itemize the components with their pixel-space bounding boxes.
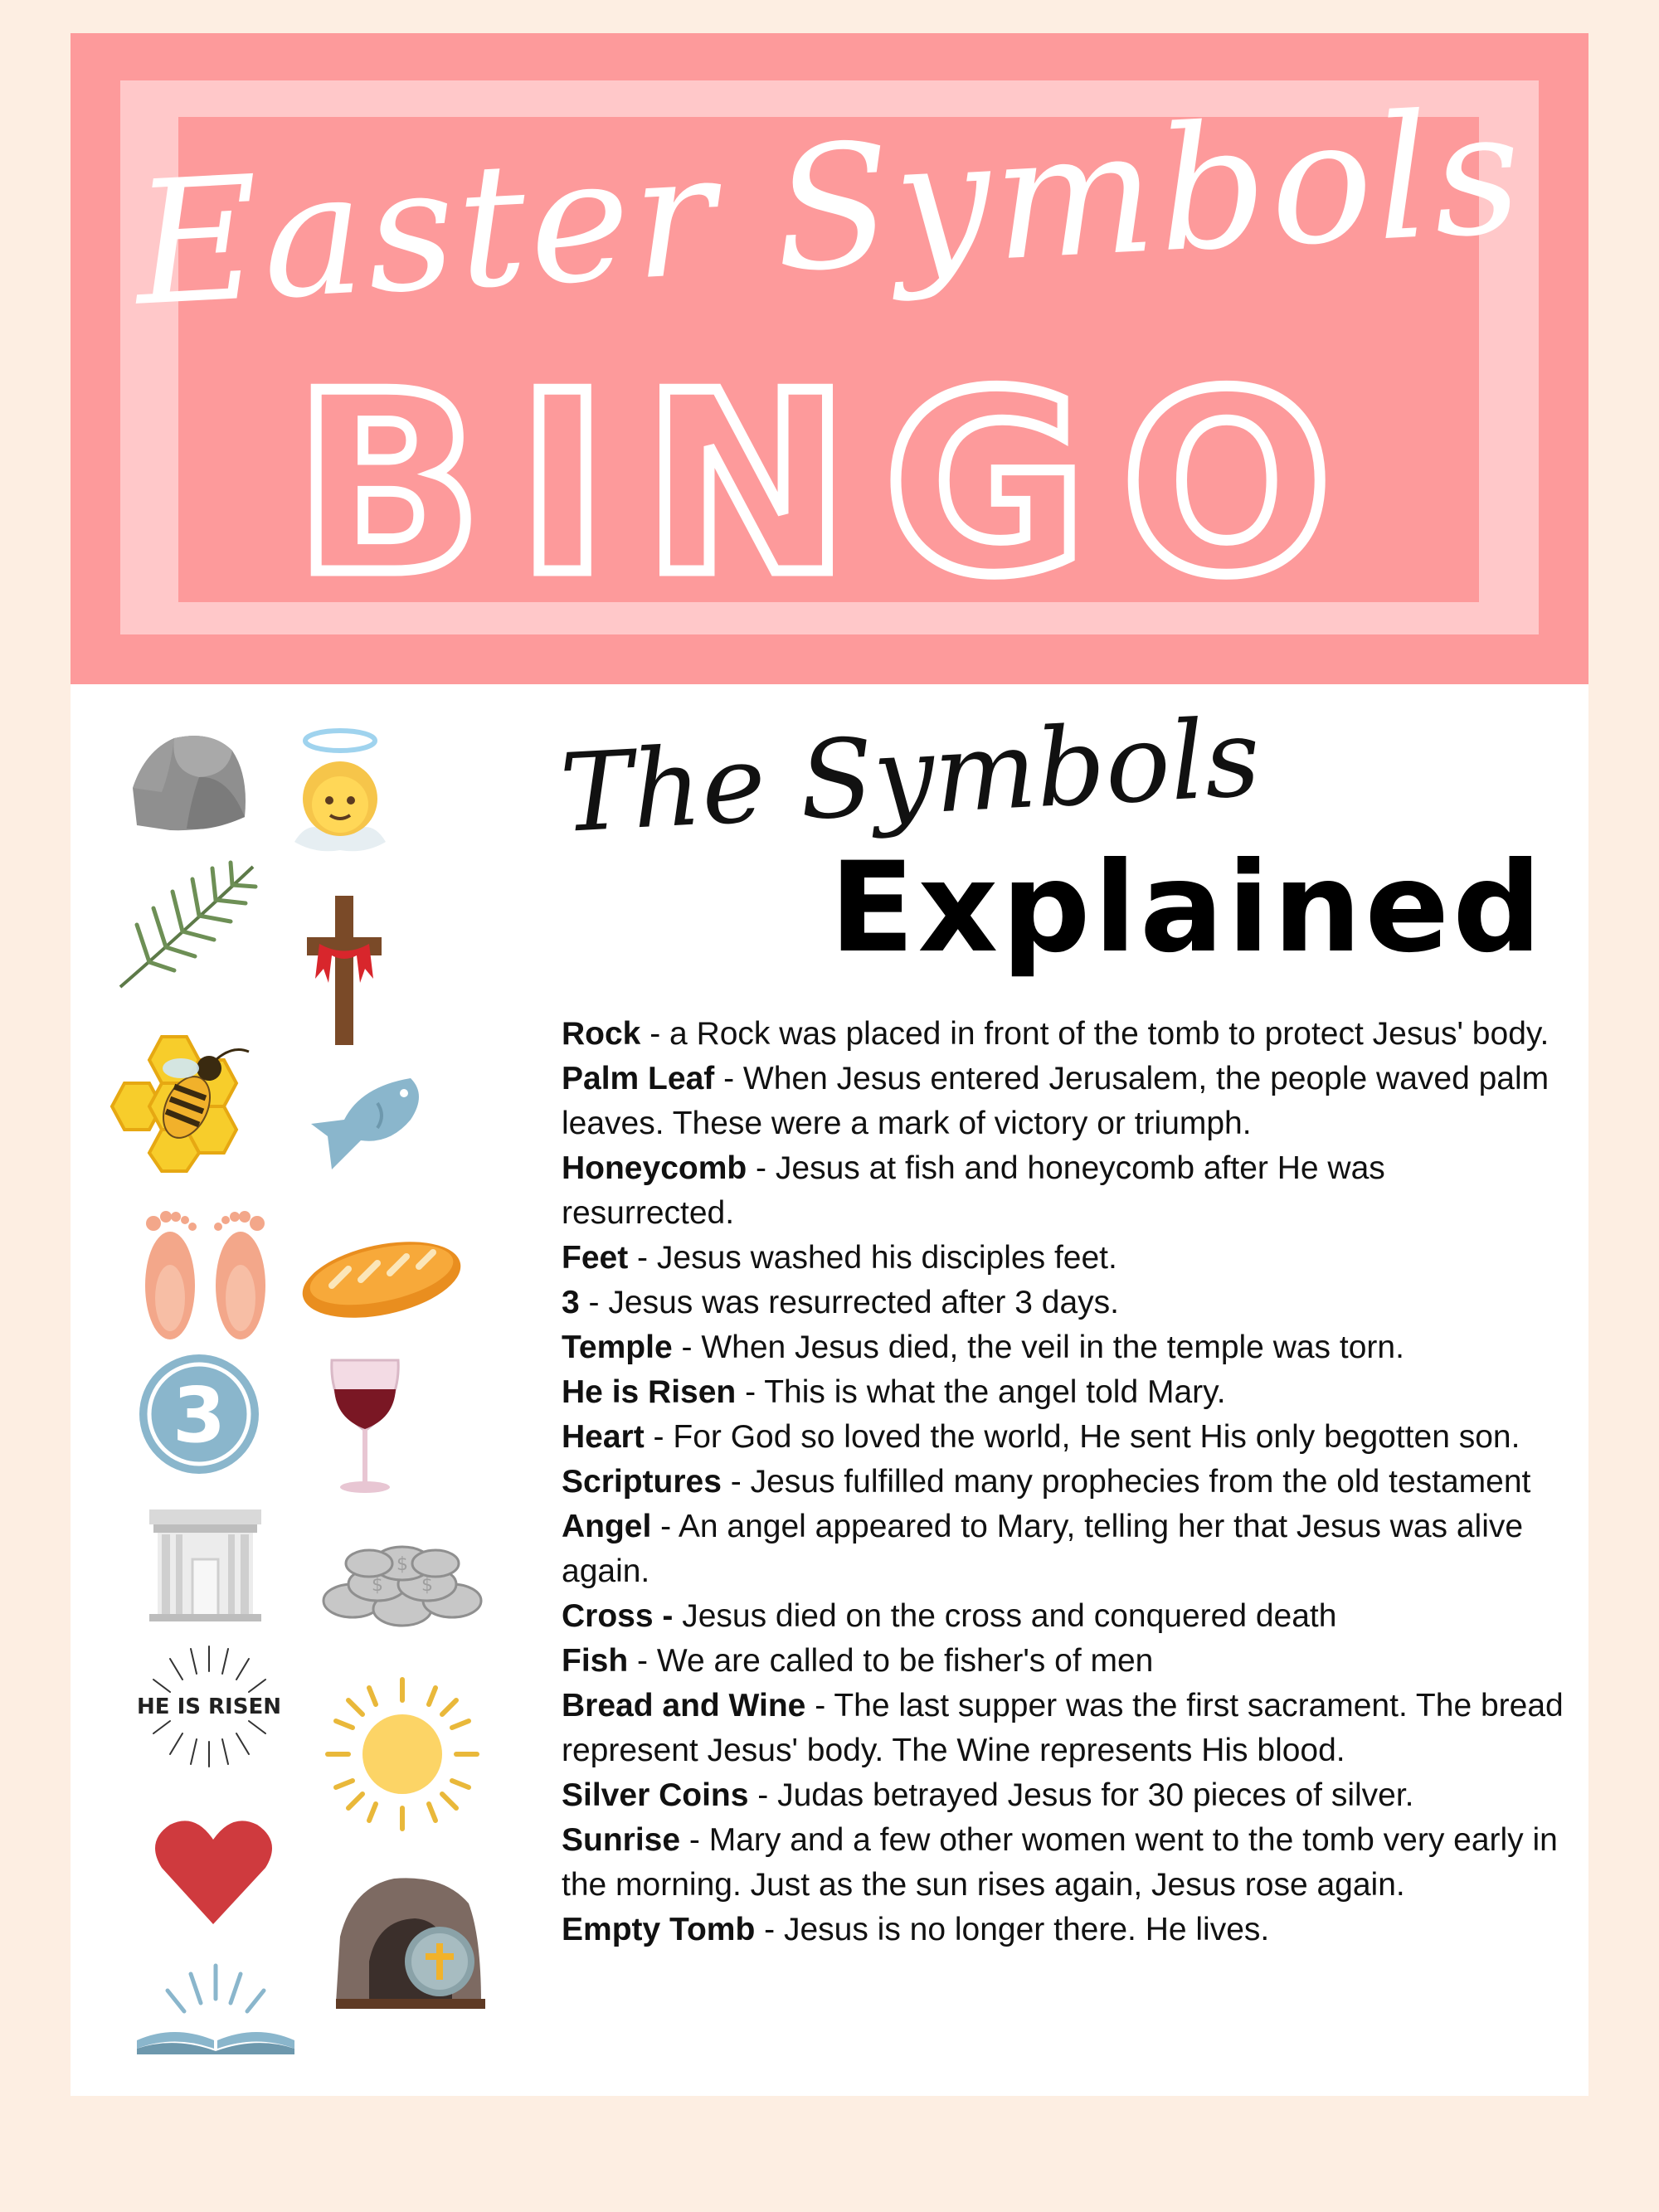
symbol-entry bbox=[562, 1684, 1565, 1773]
symbol-term: Honeycomb bbox=[562, 1150, 747, 1186]
symbol-description: Jesus died on the cross and conquered death bbox=[682, 1598, 1337, 1634]
number-three-text: 3 bbox=[172, 1371, 226, 1460]
symbol-term: Angel bbox=[562, 1509, 652, 1544]
section-heading-bold: Explained bbox=[830, 836, 1545, 980]
scriptures-book-icon bbox=[133, 1962, 299, 2057]
symbol-term: Silver Coins bbox=[562, 1777, 749, 1813]
symbol-term: Heart bbox=[562, 1419, 645, 1455]
empty-tomb-icon bbox=[336, 1870, 485, 2011]
symbol-entry bbox=[562, 1236, 1565, 1281]
symbol-description: We are called to be fisher's of men bbox=[656, 1643, 1154, 1679]
symbol-entry bbox=[562, 1281, 1565, 1325]
symbol-description: The last supper was the first sacrament. The bread represent Jesus' body. The Wine represents His blood. bbox=[562, 1688, 1564, 1768]
svg-text:$: $ bbox=[372, 1575, 383, 1596]
symbol-term: Feet bbox=[562, 1240, 629, 1276]
symbol-entry bbox=[562, 1818, 1565, 1908]
symbol-entry bbox=[562, 1325, 1565, 1370]
symbol-term: Cross - bbox=[562, 1598, 674, 1634]
symbol-term: 3 bbox=[562, 1285, 580, 1320]
he-is-risen-text: HE IS RISEN bbox=[137, 1694, 281, 1719]
symbol-separator: - bbox=[747, 1150, 776, 1186]
symbol-description: Jesus washed his disciples feet. bbox=[656, 1240, 1117, 1276]
symbol-entry bbox=[562, 1415, 1565, 1460]
title-bingo: BINGO bbox=[293, 340, 1366, 630]
symbol-description: Judas betrayed Jesus for 30 pieces of silver. bbox=[777, 1777, 1414, 1813]
symbol-term: Fish bbox=[562, 1643, 629, 1679]
sun-icon bbox=[324, 1675, 481, 1833]
honeycomb-icon bbox=[116, 1028, 265, 1174]
symbol-separator: - bbox=[644, 1419, 674, 1455]
cross-icon bbox=[307, 896, 382, 1045]
symbol-entry bbox=[562, 1146, 1565, 1236]
symbol-separator bbox=[673, 1598, 682, 1634]
symbol-description: An angel appeared to Mary, telling her that Jesus was alive again. bbox=[562, 1509, 1524, 1589]
symbol-separator: - bbox=[805, 1688, 834, 1723]
symbol-separator: - bbox=[755, 1912, 784, 1947]
symbol-term: Bread and Wine bbox=[562, 1688, 806, 1723]
symbol-explanations bbox=[562, 1012, 1565, 1952]
symbol-separator: - bbox=[714, 1061, 743, 1096]
symbol-term: Sunrise bbox=[562, 1822, 681, 1858]
symbol-separator: - bbox=[680, 1822, 709, 1858]
feet-icon bbox=[133, 1207, 278, 1348]
symbol-description: This is what the angel told Mary. bbox=[764, 1374, 1226, 1410]
symbol-description: Jesus fulfilled many prophecies from the old testament bbox=[750, 1464, 1531, 1500]
svg-text:$: $ bbox=[397, 1554, 408, 1575]
rock-icon bbox=[129, 726, 253, 834]
symbol-term: Palm Leaf bbox=[562, 1061, 715, 1096]
symbol-entry bbox=[562, 1908, 1565, 1952]
symbol-description: Mary and a few other women went to the tomb very early in the morning. Just as the sun rises again, Jesus rose again. bbox=[562, 1822, 1558, 1903]
symbol-separator: - bbox=[628, 1643, 657, 1679]
symbol-entry bbox=[562, 1505, 1565, 1594]
symbol-separator: - bbox=[736, 1374, 765, 1410]
symbol-description: a Rock was placed in front of the tomb to protect Jesus' body. bbox=[669, 1016, 1550, 1052]
palm-leaf-icon bbox=[116, 858, 261, 991]
heart-icon bbox=[153, 1816, 274, 1928]
silver-coins-icon bbox=[319, 1539, 485, 1634]
symbol-entry bbox=[562, 1639, 1565, 1684]
symbol-separator: - bbox=[721, 1464, 751, 1500]
symbol-entry bbox=[562, 1594, 1565, 1639]
title-banner bbox=[71, 33, 1588, 684]
symbol-term: Scriptures bbox=[562, 1464, 722, 1500]
symbol-description: Jesus was resurrected after 3 days. bbox=[608, 1285, 1119, 1320]
symbol-separator: - bbox=[628, 1240, 657, 1276]
symbol-icons bbox=[71, 684, 535, 2096]
title-script: Easter Symbols bbox=[129, 74, 1530, 344]
bread-icon bbox=[299, 1232, 465, 1323]
symbol-entry bbox=[562, 1460, 1565, 1505]
symbol-separator: - bbox=[640, 1016, 670, 1052]
section-heading-script: The Symbols bbox=[557, 694, 1263, 857]
symbol-separator: - bbox=[579, 1285, 609, 1320]
number-three-icon bbox=[137, 1352, 261, 1476]
svg-text:$: $ bbox=[421, 1575, 433, 1596]
symbol-description: When Jesus died, the veil in the temple was torn. bbox=[701, 1330, 1404, 1365]
symbol-entry bbox=[562, 1773, 1565, 1818]
wine-glass-icon bbox=[328, 1356, 402, 1497]
temple-icon bbox=[149, 1510, 261, 1621]
symbol-term: Rock bbox=[562, 1016, 641, 1052]
symbol-description: For God so loved the world, He sent His only begotten son. bbox=[673, 1419, 1520, 1455]
symbol-term: He is Risen bbox=[562, 1374, 737, 1410]
symbol-term: Empty Tomb bbox=[562, 1912, 756, 1947]
symbol-description: Jesus at fish and honeycomb after He was resurrected. bbox=[562, 1150, 1385, 1231]
symbol-entry bbox=[562, 1012, 1565, 1057]
symbol-separator: - bbox=[651, 1509, 679, 1544]
symbol-entry bbox=[562, 1057, 1565, 1146]
symbol-separator: - bbox=[672, 1330, 702, 1365]
symbol-term: Temple bbox=[562, 1330, 673, 1365]
he-is-risen-icon bbox=[137, 1642, 281, 1771]
symbol-separator: - bbox=[748, 1777, 778, 1813]
symbol-description: Jesus is no longer there. He lives. bbox=[783, 1912, 1270, 1947]
symbol-description: When Jesus entered Jerusalem, the people waved palm leaves. These were a mark of victory or triumph. bbox=[562, 1061, 1550, 1141]
content-panel bbox=[71, 684, 1588, 2096]
angel-icon bbox=[290, 726, 390, 858]
fish-icon bbox=[311, 1062, 427, 1178]
symbol-entry bbox=[562, 1370, 1565, 1415]
